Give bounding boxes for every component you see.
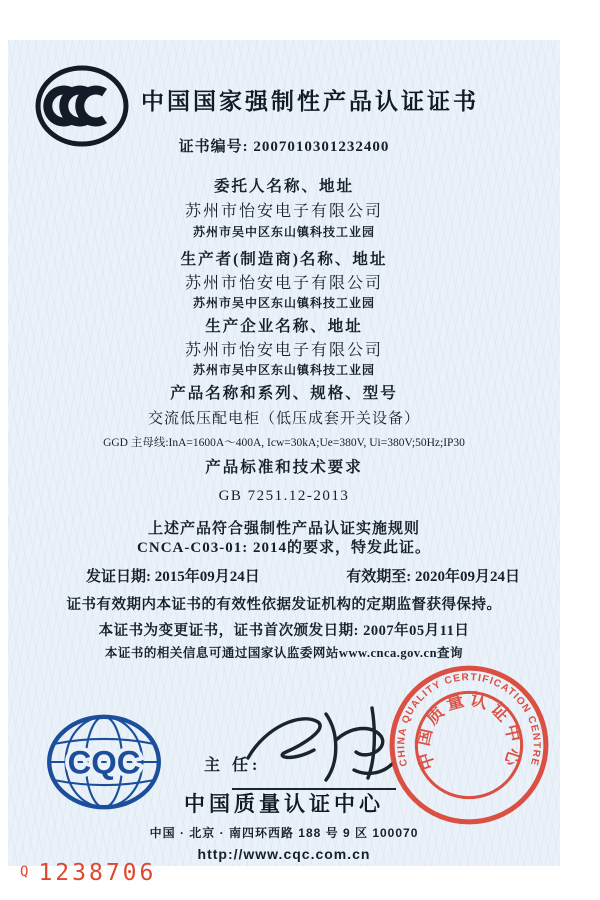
- ccc-certification-logo-icon: [34, 64, 130, 148]
- standard-value: GB 7251.12-2013: [218, 488, 350, 504]
- issuer-name: 中国质量认证中心: [184, 793, 384, 816]
- change-note: 本证书为变更证书，证书首次颁发日期: 2007年05月11日: [98, 623, 470, 639]
- svg-text:中国质量认证中心: [413, 689, 525, 773]
- cqc-red-seal-stamp: [384, 660, 554, 830]
- conformity-statement-line2: CNCA-C03-01: 2014的要求，特发此证。: [137, 540, 431, 556]
- valid-date-item: [346, 568, 520, 587]
- factory-heading: 生产企业名称、地址: [205, 318, 363, 335]
- product-name: 交流低压配电柜（低压成套开关设备）: [147, 411, 420, 427]
- valid-until-label: 有效期至:: [346, 569, 412, 585]
- serial-digits: 1238706: [38, 860, 157, 886]
- issue-date-label: 发证日期:: [86, 569, 151, 585]
- standard-heading: 产品标准和技术要求: [205, 459, 363, 476]
- factory-address: 苏州市吴中区东山镇科技工业园: [192, 363, 375, 377]
- conformity-statement-line1: 上述产品符合强制性产品认证实施规则: [147, 521, 420, 537]
- product-spec: GGD 主母线:InA=1600A～400A, Icw=30kA;Ue=380V, Ui=380V;50Hz;IP30: [103, 437, 465, 449]
- certificate-body: [8, 40, 560, 866]
- certificate-title: 中国国家强制性产品认证证书: [141, 88, 479, 114]
- info-lookup-note: 本证书的相关信息可通过国家认监委网站www.cnca.gov.cn查询: [104, 646, 464, 660]
- director-label: 主 任:: [204, 757, 262, 774]
- printed-serial-number: [20, 860, 156, 886]
- issuer-address: 中国 · 北京 · 南四环西路 188 号 9 区 100070: [149, 826, 419, 840]
- cqc-logo-text: CQC: [67, 743, 141, 781]
- certificate-number-label: 证书编号:: [178, 139, 249, 155]
- validity-note: 证书有效期内本证书的有效性依据发证机构的定期监督获得保持。: [66, 597, 502, 613]
- manufacturer-name: 苏州市怡安电子有限公司: [184, 275, 383, 292]
- issue-date-item: [86, 568, 260, 587]
- manufacturer-address: 苏州市吴中区东山镇科技工业园: [192, 296, 375, 310]
- applicant-name: 苏州市怡安电子有限公司: [184, 203, 383, 220]
- issue-date-value: 2015年09月24日: [154, 569, 260, 585]
- certificate-number-value: 2007010301232400: [253, 139, 390, 155]
- seal-chinese-text: 中国质量认证中心: [413, 689, 525, 773]
- seal-english-ring-text: CHINA QUALITY CERTIFICATION CENTRE: [396, 672, 542, 768]
- director-signature: [236, 692, 408, 788]
- manufacturer-heading: 生产者(制造商)名称、地址: [180, 251, 388, 268]
- issuer-website: http://www.cqc.com.cn: [197, 846, 371, 862]
- applicant-heading: 委托人名称、地址: [213, 178, 354, 195]
- conformity-statement: [8, 520, 560, 558]
- product-heading: 产品名称和系列、规格、型号: [170, 385, 398, 402]
- valid-until-value: 2020年09月24日: [414, 569, 520, 585]
- serial-prefix: Q: [20, 864, 29, 880]
- applicant-address: 苏州市吴中区东山镇科技工业园: [192, 225, 375, 239]
- factory-name: 苏州市怡安电子有限公司: [184, 342, 383, 359]
- date-row: [8, 568, 560, 587]
